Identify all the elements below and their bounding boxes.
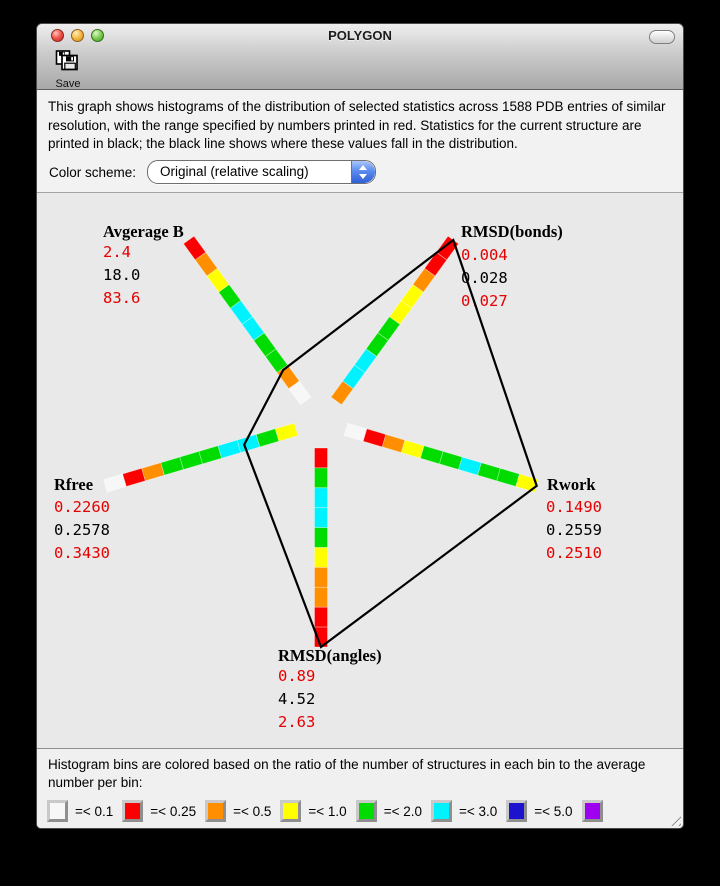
green-bin-swatch: [356, 800, 377, 822]
window-title: POLYGON: [328, 28, 392, 43]
description-panel: [37, 90, 683, 193]
axis-label: RMSD(bonds): [461, 222, 563, 241]
save-icon: [55, 59, 81, 76]
titlebar[interactable]: [37, 24, 683, 47]
purple-bin-swatch: [582, 800, 603, 822]
color-scheme-label: Color scheme:: [49, 164, 137, 180]
chevron-up-icon: [359, 165, 367, 170]
axis-bar: [103, 423, 297, 492]
axis-value: 2.4: [103, 243, 131, 261]
legend-bin: [356, 800, 422, 822]
axis-bar: [344, 423, 538, 492]
legend-bin-label: =< 3.0: [458, 803, 498, 819]
axis-value: 83.6: [103, 289, 141, 307]
axis-label: Avgerage B: [103, 222, 184, 241]
legend-bin-label: =< 0.5: [233, 803, 272, 819]
dropdown-stepper-icon: [351, 161, 375, 183]
legend-bin-label: =< 1.0: [308, 803, 347, 819]
legend-bin: [47, 800, 113, 822]
axis-value: 0.2559: [546, 521, 602, 539]
toolbar-toggle-button[interactable]: [649, 30, 675, 44]
axis-bar: [331, 236, 458, 405]
axis-value: 0.028: [461, 269, 508, 287]
toolbar: [37, 47, 683, 89]
axis-label: RMSD(angles): [278, 646, 382, 665]
legend-bin-label: =< 2.0: [383, 803, 422, 819]
axis-value: 18.0: [103, 266, 141, 284]
axis-bar: [315, 448, 328, 647]
axis-label: Rfree: [54, 475, 94, 494]
color-scheme-row: [49, 161, 376, 183]
cyan-bin-swatch: [431, 800, 452, 822]
axis-value: 0.2578: [54, 521, 110, 539]
blue-bin-swatch: [506, 800, 527, 822]
red-bin-swatch: [122, 800, 143, 822]
axis-label: Rwork: [547, 475, 596, 494]
save-button[interactable]: [47, 48, 89, 90]
save-button-label: Save: [55, 78, 81, 90]
color-scheme-value: Original (relative scaling): [160, 164, 309, 179]
legend-bin-label: =< 0.1: [75, 803, 114, 819]
legend-bin: [280, 800, 346, 822]
axis-value: 0.027: [461, 292, 508, 310]
axis-value: 0.2260: [54, 498, 110, 516]
legend-bin: [205, 800, 271, 822]
legend-bin: [506, 800, 572, 822]
description-text: This graph shows histograms of the distribution of selected statistics across 1588 PDB entries of similar resolution, with the range specified by numbers printed in red. Statistics for the current structure are printed in black; the black line shows where these values fall in the distribution.: [48, 99, 666, 152]
legend-bin-label: =< 5.0: [534, 803, 573, 819]
axis-value: 0.89: [278, 667, 316, 685]
yellow-bin-swatch: [280, 800, 301, 822]
plot-panel: [37, 193, 683, 748]
legend-text: Histogram bins are colored based on the ratio of the number of structures in each bin to the average number per bin:: [48, 757, 646, 791]
legend-bin-label: =< 0.25: [150, 803, 197, 819]
color-scheme-dropdown[interactable]: [147, 160, 376, 184]
window-header: [37, 24, 683, 90]
axis-bar: [183, 236, 310, 405]
axis-value: 0.2510: [546, 544, 602, 562]
legend-bin: [582, 800, 603, 822]
axis-value: 4.52: [278, 690, 316, 708]
legend-bin: [122, 800, 196, 822]
legend-bins: [47, 800, 675, 822]
polygon-chart: [37, 193, 683, 748]
legend-bin: [431, 800, 497, 822]
white-bin-swatch: [47, 800, 68, 822]
axis-value: 0.004: [461, 246, 508, 264]
orange-bin-swatch: [205, 800, 226, 822]
chevron-down-icon: [359, 174, 367, 179]
polygon-window: [36, 23, 684, 829]
axis-value: 2.63: [278, 713, 316, 731]
axis-value: 0.1490: [546, 498, 602, 516]
legend-panel: [37, 748, 683, 828]
axis-value: 0.3430: [54, 544, 110, 562]
